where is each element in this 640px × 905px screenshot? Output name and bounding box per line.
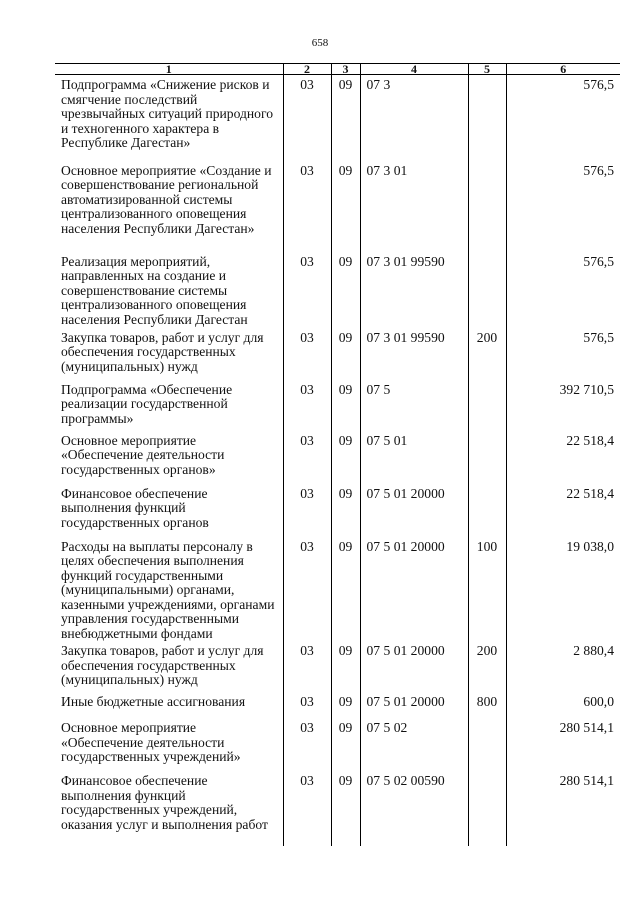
expense-type-code — [468, 431, 506, 484]
section-code: 03 — [283, 718, 331, 771]
row-name: Финансовое обеспечение выполнения функций государственных органов — [61, 485, 209, 530]
expense-type-code — [468, 484, 506, 537]
subsection-code: 09 — [331, 537, 360, 642]
expense-type-code: 200 — [468, 641, 506, 692]
target-article-code: 07 5 02 — [360, 718, 468, 771]
table-row — [55, 537, 620, 642]
row-name: Расходы на выплаты персоналу в целях обеспечения выполнения функций государственными (муниципальными) органами, казенными учреждениями, органами управления государственными внебюджетными фондами — [61, 538, 275, 641]
expense-type-code — [468, 75, 506, 161]
table-row — [55, 771, 620, 846]
subsection-code: 09 — [331, 431, 360, 484]
row-name: Иные бюджетные ассигнования — [61, 694, 246, 709]
table-row — [55, 161, 620, 252]
section-code: 03 — [283, 484, 331, 537]
column-header: 6 — [506, 64, 620, 75]
amount: 19 038,0 — [506, 537, 620, 642]
subsection-code: 09 — [331, 641, 360, 692]
column-header: 1 — [55, 64, 283, 75]
target-article-code: 07 5 01 20000 — [360, 692, 468, 718]
amount: 22 518,4 — [506, 431, 620, 484]
section-code: 03 — [283, 380, 331, 431]
target-article-code: 07 5 01 20000 — [360, 537, 468, 642]
table-row — [55, 641, 620, 692]
amount: 280 514,1 — [506, 718, 620, 771]
subsection-code: 09 — [331, 161, 360, 252]
page-number: 658 — [311, 37, 329, 49]
row-name: Основное мероприятие «Обеспечение деятельности государственных учреждений» — [61, 720, 241, 764]
subsection-code: 09 — [331, 771, 360, 846]
section-code: 03 — [283, 641, 331, 692]
section-code: 03 — [283, 537, 331, 642]
subsection-code: 09 — [331, 718, 360, 771]
expense-type-code — [468, 380, 506, 431]
target-article-code: 07 5 — [360, 380, 468, 431]
table-row — [55, 328, 620, 380]
amount: 600,0 — [506, 692, 620, 718]
table-row — [55, 692, 620, 718]
row-name: Реализация мероприятий, направленных на создание и совершенствование системы централизованного оповещения населения Республики Дагестан — [61, 253, 248, 327]
column-header: 4 — [360, 64, 468, 75]
row-name: Подпрограмма «Снижение рисков и смягчение последствий чрезвычайных ситуаций природного и техногенного характера в Республике Дагестан» — [61, 77, 274, 150]
target-article-code: 07 5 01 — [360, 431, 468, 484]
section-code: 03 — [283, 75, 331, 161]
row-name: Основное мероприятие «Создание и совершенствование региональной автоматизированной системы централизованного оповещения населения Республики Дагестан» — [61, 162, 272, 236]
target-article-code: 07 3 01 99590 — [360, 328, 468, 380]
table-row — [55, 75, 620, 161]
row-name: Закупка товаров, работ и услуг для обеспечения государственных (муниципальных) нужд — [61, 329, 264, 374]
expense-type-code: 200 — [468, 328, 506, 380]
amount: 280 514,1 — [506, 771, 620, 846]
subsection-code: 09 — [331, 328, 360, 380]
table-row — [55, 252, 620, 328]
row-name: Подпрограмма «Обеспечение реализации государственной программы» — [61, 381, 233, 426]
expense-type-code — [468, 771, 506, 846]
subsection-code: 09 — [331, 380, 360, 431]
table-row — [55, 431, 620, 484]
target-article-code: 07 5 01 20000 — [360, 641, 468, 692]
expense-type-code — [468, 252, 506, 328]
table-row — [55, 484, 620, 537]
expense-type-code: 800 — [468, 692, 506, 718]
table-header-row — [55, 64, 620, 75]
section-code: 03 — [283, 252, 331, 328]
amount: 22 518,4 — [506, 484, 620, 537]
table-row — [55, 380, 620, 431]
amount: 576,5 — [506, 75, 620, 161]
column-header: 5 — [468, 64, 506, 75]
column-header: 2 — [283, 64, 331, 75]
section-code: 03 — [283, 161, 331, 252]
row-name: Финансовое обеспечение выполнения функций государственных учреждений, оказания услуг и выполнения работ — [61, 773, 268, 832]
target-article-code: 07 3 01 — [360, 161, 468, 252]
amount: 576,5 — [506, 252, 620, 328]
subsection-code: 09 — [331, 252, 360, 328]
row-name: Основное мероприятие «Обеспечение деятельности государственных органов» — [61, 432, 225, 477]
amount: 2 880,4 — [506, 641, 620, 692]
section-code: 03 — [283, 771, 331, 846]
expense-type-code — [468, 161, 506, 252]
section-code: 03 — [283, 431, 331, 484]
target-article-code: 07 3 — [360, 75, 468, 161]
expense-type-code: 100 — [468, 537, 506, 642]
section-code: 03 — [283, 328, 331, 380]
column-header: 3 — [331, 64, 360, 75]
target-article-code: 07 5 02 00590 — [360, 771, 468, 846]
section-code: 03 — [283, 692, 331, 718]
budget-table — [55, 63, 620, 846]
amount: 392 710,5 — [506, 380, 620, 431]
table-row — [55, 718, 620, 771]
amount: 576,5 — [506, 161, 620, 252]
subsection-code: 09 — [331, 484, 360, 537]
subsection-code: 09 — [331, 692, 360, 718]
target-article-code: 07 3 01 99590 — [360, 252, 468, 328]
amount: 576,5 — [506, 328, 620, 380]
row-name: Закупка товаров, работ и услуг для обеспечения государственных (муниципальных) нужд — [61, 643, 264, 687]
subsection-code: 09 — [331, 75, 360, 161]
expense-type-code — [468, 718, 506, 771]
target-article-code: 07 5 01 20000 — [360, 484, 468, 537]
